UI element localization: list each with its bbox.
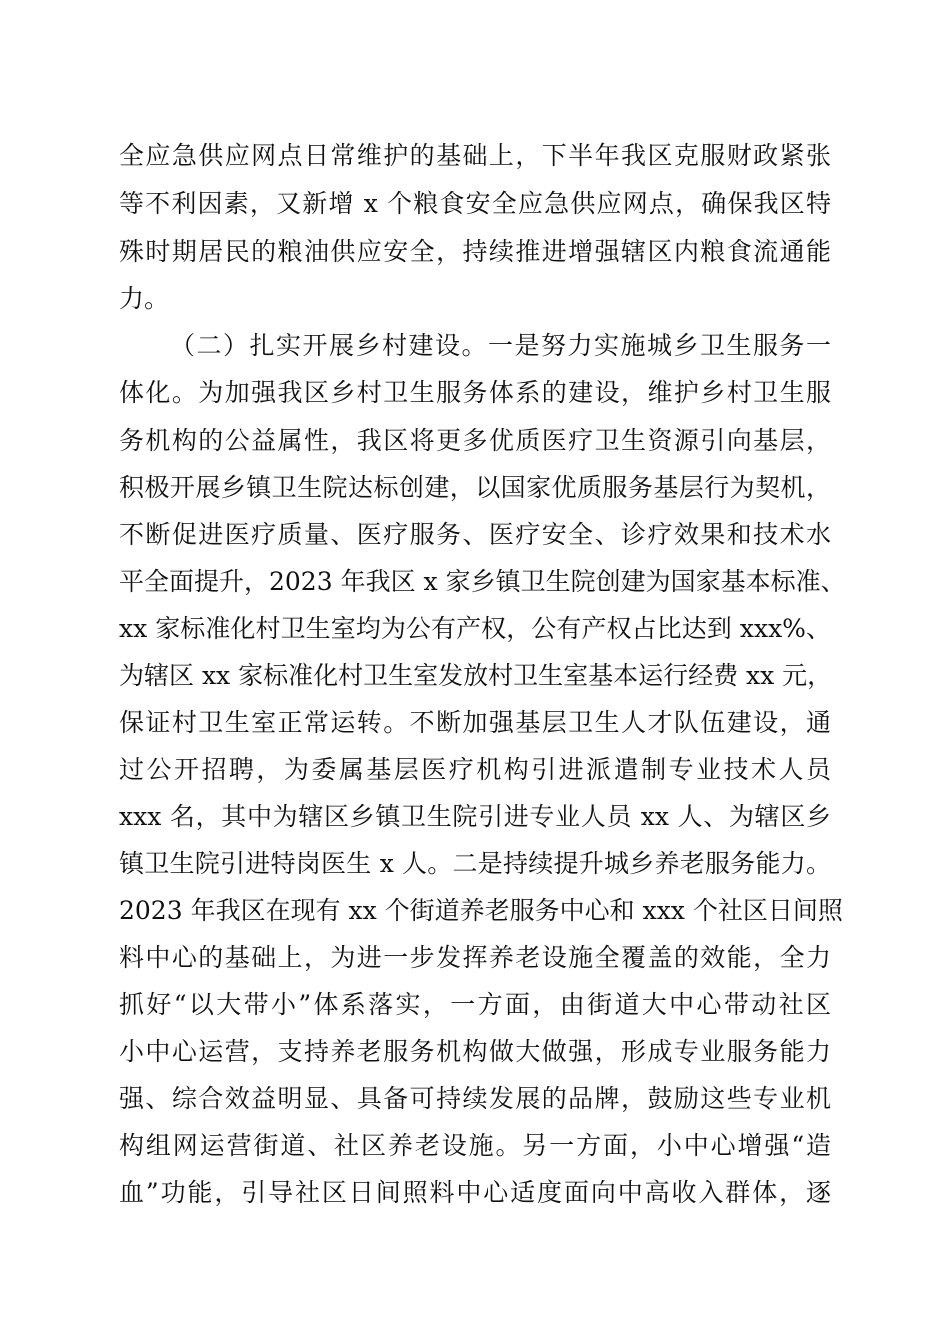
text-line: 2023 年我区在现有 xx 个街道养老服务中心和 xxx 个社区日间照 (119, 896, 843, 925)
text-line: 全应急供应网点日常维护的基础上，下半年我区克服财政紧张 (119, 141, 831, 170)
section-heading-line: （二）扎实开展乡村建设。一是努力实施城乡卫生服务一 (170, 331, 831, 360)
text-line: 体化。为加强我区乡村卫生服务体系的建设，维护乡村卫生服 (119, 378, 831, 407)
text-line: xxx 名，其中为辖区乡镇卫生院引进专业人员 xx 人、为辖区乡 (119, 802, 831, 831)
text-line: 平全面提升，2023 年我区 x 家乡镇卫生院创建为国家基本标准、 (119, 567, 846, 596)
text-line: 务机构的公益属性，我区将更多优质医疗卫生资源引向基层， (119, 426, 831, 455)
text-line: 为辖区 xx 家标准化村卫生室发放村卫生室基本运行经费 xx 元， (119, 661, 833, 690)
text-line: 不断促进医疗质量、医疗服务、医疗安全、诊疗效果和技术水 (119, 520, 831, 549)
text-line: 料中心的基础上，为进一步发挥养老设施全覆盖的效能，全力 (119, 943, 831, 972)
text-line: xx 家标准化村卫生室均为公有产权，公有产权占比达到 xxx%、 (119, 614, 831, 643)
text-line: 等不利因素，又新增 x 个粮食安全应急供应网点，确保我区特 (119, 189, 831, 218)
text-line: 保证村卫生室正常运转。不断加强基层卫生人才队伍建设，通 (119, 708, 831, 737)
text-line: 强、综合效益明显、具备可持续发展的品牌，鼓励这些专业机 (119, 1084, 831, 1113)
text-line: 镇卫生院引进特岗医生 x 人。二是持续提升城乡养老服务能力。 (119, 849, 831, 878)
text-line: 积极开展乡镇卫生院达标创建，以国家优质服务基层行为契机， (119, 473, 831, 502)
text-line: 小中心运营，支持养老服务机构做大做强，形成专业服务能力 (119, 1037, 831, 1066)
text-line: 构组网运营街道、社区养老设施。另一方面，小中心增强“造 (119, 1131, 831, 1160)
text-line: 过公开招聘，为委属基层医疗机构引进派遣制专业技术人员 (119, 755, 831, 784)
text-line: 血”功能，引导社区日间照料中心适度面向中高收入群体，逐 (119, 1178, 831, 1207)
text-line: 力。 (119, 284, 170, 313)
text-line: 殊时期居民的粮油供应安全，持续推进增强辖区内粮食流通能 (119, 237, 831, 266)
text-line: 抓好“以大带小”体系落实，一方面，由街道大中心带动社区 (119, 990, 831, 1019)
